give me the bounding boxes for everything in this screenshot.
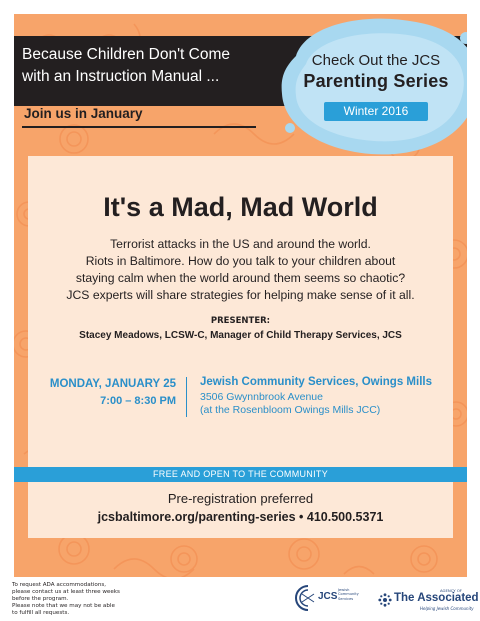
description-line: staying calm when the world around them seems so chaotic? [75, 271, 406, 285]
series-name: Parenting Series [303, 71, 449, 91]
description-line: JCS experts will share strategies for helping make sense of it all. [66, 288, 415, 302]
preregistration-note: Pre-registration preferred [167, 491, 314, 506]
associated-agency-of: AGENCY OF [440, 588, 462, 593]
join-underline [22, 126, 256, 128]
venue-street: 3506 Gwynnbrook Avenue [200, 391, 323, 403]
jcs-sub-line: Services [338, 596, 354, 601]
event-date: MONDAY, JANUARY 25 [49, 378, 176, 390]
fine-print-line: to fulfill all requests. [12, 610, 70, 616]
venue-location-note: (at the Rosenbloom Owings Mills JCC) [200, 404, 381, 416]
presenter-label: PRESENTER: [210, 316, 271, 326]
free-banner: FREE AND OPEN TO THE COMMUNITY [14, 467, 467, 482]
description-line: Riots in Baltimore. How do you talk to your children about [85, 254, 396, 268]
fine-print-line: To request ADA accommodations, [12, 582, 107, 588]
ada-fine-print [12, 582, 162, 617]
jcs-sub-line: Jewish [338, 588, 350, 592]
presenter-name: Stacey Meadows, LCSW-C, Manager of Child Therapy Services, JCS [79, 330, 402, 341]
jcs-sub-line: Community [338, 592, 359, 597]
associated-logo-icon [378, 593, 392, 607]
associated-tagline: Helping Jewish Community [420, 606, 474, 611]
fine-print-line: please contact us at least three weeks [12, 589, 120, 595]
venue-name: Jewish Community Services, Owings Mills [200, 376, 432, 388]
join-heading: Join us in January [24, 106, 143, 121]
jcs-wordmark: JCS [318, 591, 338, 602]
tagline-line-1: Because Children Don't Come [22, 46, 231, 63]
tagline-line-2: with an Instruction Manual ... [22, 68, 220, 85]
event-title: It's a Mad, Mad World [103, 192, 378, 222]
jcs-subtitle [338, 588, 359, 601]
fine-print-line: Please note that we may not be able [12, 603, 115, 609]
date-venue-divider [186, 377, 187, 417]
flyer [14, 14, 467, 577]
event-time: 7:00 – 8:30 PM [100, 395, 176, 407]
contact-line: jcsbaltimore.org/parenting-series • 410.500.5371 [97, 510, 384, 524]
series-intro: Check Out the JCS [311, 52, 441, 69]
fine-print-line: before the program. [12, 596, 69, 602]
description-line: Terrorist attacks in the US and around the world. [110, 237, 371, 251]
header-tagline [22, 44, 282, 88]
season-badge: Winter 2016 [324, 102, 428, 121]
associated-wordmark: The Associated [394, 592, 479, 604]
event-description [44, 236, 437, 304]
